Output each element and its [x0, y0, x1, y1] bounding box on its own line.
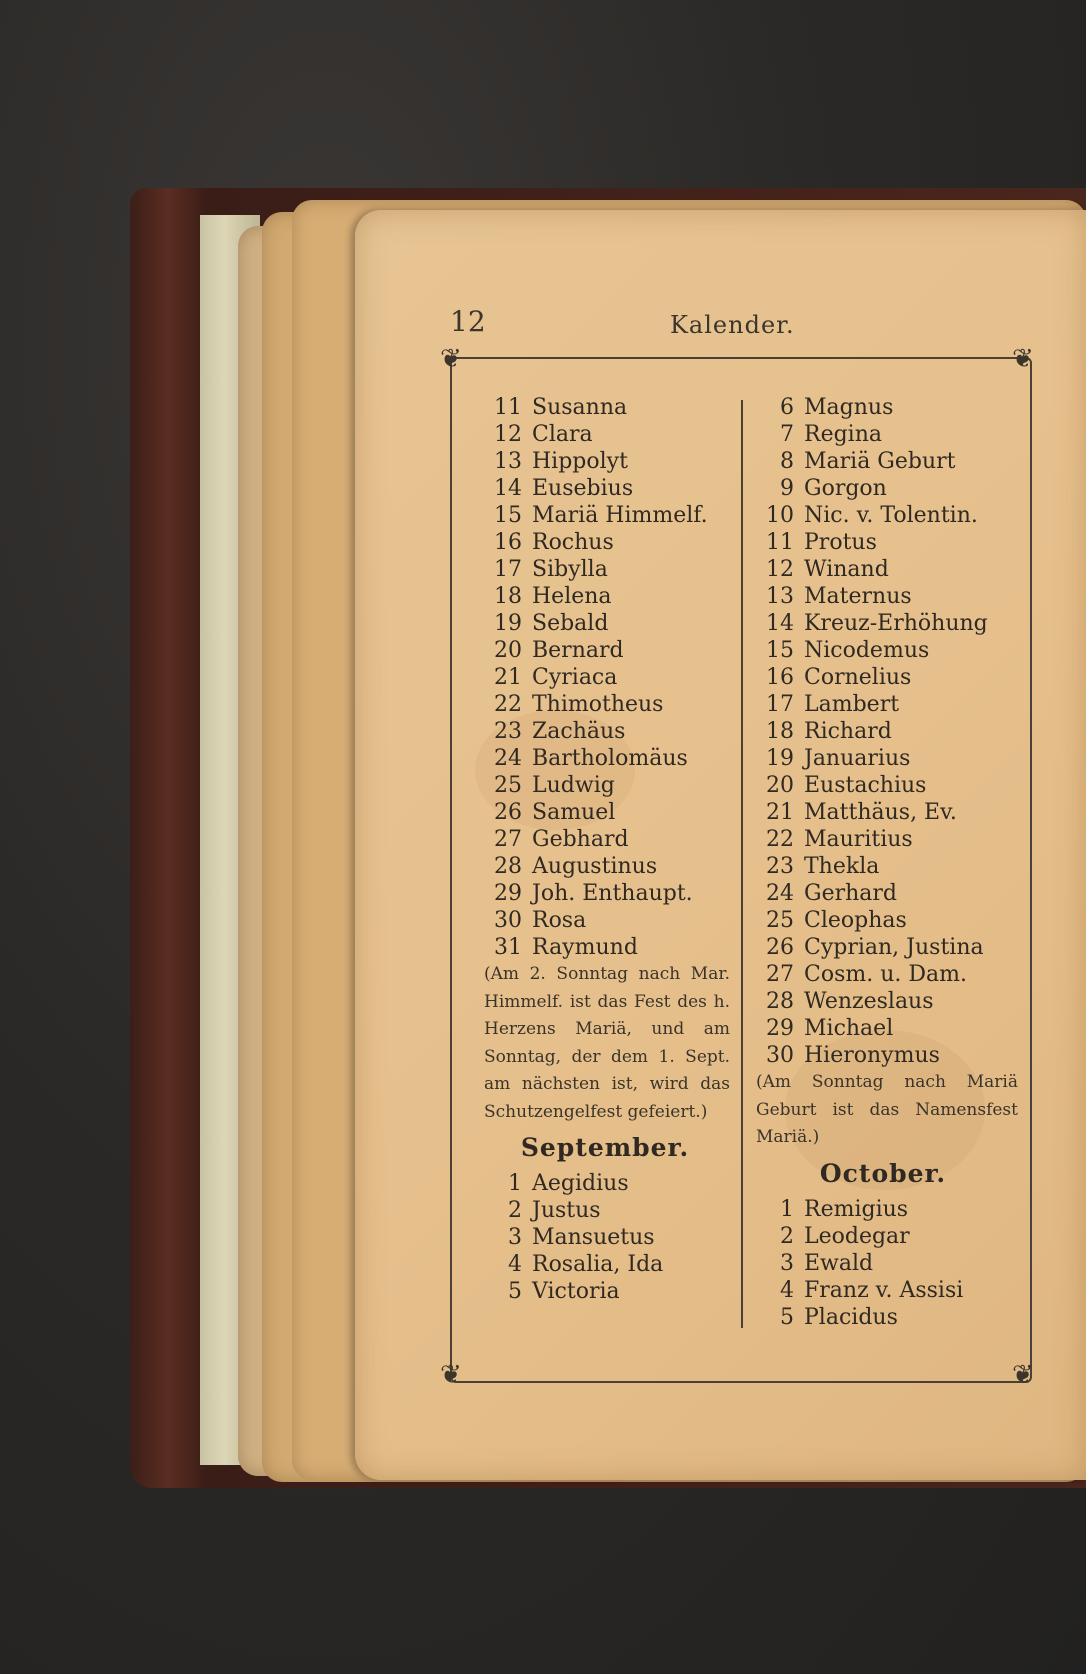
calendar-entry — [752, 1304, 1032, 1331]
calendar-entry — [480, 1278, 740, 1305]
day-number: 12 — [766, 557, 794, 582]
day-number: 7 — [780, 422, 794, 447]
day-number: 2 — [780, 1223, 794, 1249]
saint-name: Ludwig — [532, 773, 615, 798]
day-number: 27 — [494, 827, 522, 852]
calendar-entry — [480, 529, 740, 556]
calendar-entry — [752, 907, 1032, 934]
day-number: 14 — [494, 476, 522, 501]
day-number: 1 — [780, 1196, 794, 1222]
saint-name: Nic. v. Tolentin. — [804, 503, 978, 528]
saint-name: Regina — [804, 422, 882, 447]
page-title: Kalender. — [670, 311, 795, 339]
saint-name: Eustachius — [804, 773, 927, 798]
saint-name: Susanna — [532, 395, 628, 420]
calendar-entry — [752, 448, 1032, 475]
day-number: 29 — [494, 881, 522, 906]
day-number: 18 — [494, 584, 522, 609]
calendar-entry — [752, 1196, 1032, 1223]
calendar-entry — [480, 583, 740, 610]
saint-name: Bernard — [532, 638, 624, 663]
day-number: 30 — [766, 1043, 794, 1068]
calendar-entry — [752, 1250, 1032, 1277]
day-number: 12 — [494, 422, 522, 447]
day-number: 4 — [508, 1252, 522, 1277]
saint-name: Franz v. Assisi — [804, 1277, 964, 1303]
saint-name: Gebhard — [532, 827, 629, 852]
left-calendar-column — [480, 394, 740, 1305]
day-number: 27 — [766, 962, 794, 987]
day-number: 20 — [766, 773, 794, 798]
calendar-entry — [752, 610, 1032, 637]
saint-name: Helena — [532, 584, 612, 609]
calendar-entry — [752, 1277, 1032, 1304]
calendar-entry — [480, 853, 740, 880]
day-number: 17 — [494, 557, 522, 582]
corner-ornament-icon: ❦ — [1012, 1360, 1034, 1390]
calendar-entry — [480, 556, 740, 583]
calendar-entry — [752, 799, 1032, 826]
day-number: 29 — [766, 1016, 794, 1041]
day-number: 13 — [494, 449, 522, 474]
calendar-entry — [752, 826, 1032, 853]
saint-name: Matthäus, Ev. — [804, 800, 957, 825]
day-number: 22 — [766, 827, 794, 852]
day-number: 19 — [494, 611, 522, 636]
day-number: 15 — [766, 638, 794, 663]
day-number: 8 — [780, 449, 794, 474]
saint-name: Cosm. u. Dam. — [804, 962, 967, 987]
saint-name: Clara — [532, 422, 593, 447]
saint-name: Cyriaca — [532, 665, 618, 690]
calendar-entry — [480, 799, 740, 826]
month-heading: October. — [819, 1158, 947, 1188]
day-number: 26 — [766, 935, 794, 960]
calendar-entry — [480, 637, 740, 664]
calendar-entry — [752, 583, 1032, 610]
day-number: 15 — [494, 503, 522, 528]
corner-ornament-icon: ❦ — [440, 344, 462, 374]
calendar-entry — [752, 502, 1032, 529]
calendar-entry — [480, 745, 740, 772]
corner-ornament-icon: ❦ — [440, 1360, 462, 1390]
right-calendar-column — [752, 394, 1032, 1331]
day-number: 3 — [508, 1225, 522, 1250]
calendar-entry — [752, 421, 1032, 448]
day-number: 24 — [766, 881, 794, 906]
day-number: 3 — [780, 1250, 794, 1276]
feast-note: (Am 2. Sonntag nach Mar. Himmelf. ist das Fest des h. Herzens Mariä, und am Sonntag, der dem 1. Sept. am nächsten ist, wird das Schutzengelfest gefeiert.) — [484, 964, 730, 1122]
saint-name: Rosa — [532, 908, 587, 933]
saint-name: Protus — [804, 530, 877, 555]
day-number: 25 — [494, 773, 522, 798]
saint-name: Justus — [532, 1198, 601, 1223]
saint-name: Sibylla — [532, 557, 608, 582]
day-number: 25 — [766, 908, 794, 933]
calendar-entry — [480, 610, 740, 637]
calendar-entry — [752, 1042, 1032, 1069]
saint-name: Mauritius — [804, 827, 913, 852]
calendar-entry — [480, 664, 740, 691]
saint-name: Bartholomäus — [532, 746, 688, 771]
saint-name: Sebald — [532, 611, 609, 636]
saint-name: Michael — [804, 1016, 894, 1041]
calendar-entry — [752, 529, 1032, 556]
calendar-entry — [752, 772, 1032, 799]
day-number: 18 — [766, 719, 794, 744]
calendar-entry — [480, 934, 740, 961]
saint-name: Januarius — [804, 746, 911, 771]
calendar-entry — [480, 475, 740, 502]
day-number: 26 — [494, 800, 522, 825]
saint-name: Magnus — [804, 395, 894, 420]
calendar-entry — [480, 691, 740, 718]
saint-name: Aegidius — [532, 1171, 629, 1196]
saint-name: Rochus — [532, 530, 614, 555]
day-number: 5 — [508, 1279, 522, 1304]
day-number: 4 — [780, 1277, 794, 1303]
calendar-entry — [480, 502, 740, 529]
day-number: 2 — [508, 1198, 522, 1223]
saint-name: Nicodemus — [804, 638, 930, 663]
day-number: 11 — [494, 395, 522, 420]
calendar-entry — [752, 718, 1032, 745]
day-number: 23 — [766, 854, 794, 879]
saint-name: Cleophas — [804, 908, 907, 933]
calendar-entry — [752, 664, 1032, 691]
feast-note: (Am Sonntag nach Mariä Geburt ist das Namensfest Mariä.) — [756, 1072, 1018, 1147]
saint-name: Mariä Himmelf. — [532, 503, 708, 528]
saint-name: Thekla — [804, 854, 880, 879]
saint-name: Remigius — [804, 1196, 909, 1222]
saint-name: Placidus — [804, 1304, 898, 1330]
saint-name: Richard — [804, 719, 892, 744]
day-number: 9 — [780, 476, 794, 501]
day-number: 22 — [494, 692, 522, 717]
saint-name: Kreuz-Erhöhung — [804, 611, 988, 636]
calendar-entry — [752, 556, 1032, 583]
calendar-entry — [480, 907, 740, 934]
saint-name: Cyprian, Justina — [804, 935, 984, 960]
calendar-entry — [752, 988, 1032, 1015]
calendar-entry — [752, 853, 1032, 880]
day-number: 21 — [766, 800, 794, 825]
day-number: 23 — [494, 719, 522, 744]
column-divider — [741, 400, 743, 1328]
saint-name: Hieronymus — [804, 1043, 940, 1068]
day-number: 17 — [766, 692, 794, 717]
calendar-entry — [480, 826, 740, 853]
calendar-entry — [480, 448, 740, 475]
calendar-entry — [480, 1197, 740, 1224]
calendar-entry — [752, 934, 1032, 961]
calendar-entry — [480, 394, 740, 421]
calendar-entry — [480, 718, 740, 745]
saint-name: Hippolyt — [532, 449, 628, 474]
calendar-entry — [752, 1223, 1032, 1250]
saint-name: Cornelius — [804, 665, 912, 690]
saint-name: Zachäus — [532, 719, 626, 744]
saint-name: Gorgon — [804, 476, 887, 501]
calendar-entry — [752, 1015, 1032, 1042]
calendar-entry — [752, 637, 1032, 664]
calendar-entry — [480, 1170, 740, 1197]
calendar-entry — [752, 745, 1032, 772]
corner-ornament-icon: ❦ — [1012, 344, 1034, 374]
day-number: 19 — [766, 746, 794, 771]
day-number: 1 — [508, 1171, 522, 1196]
page-number: 12 — [450, 305, 486, 338]
day-number: 5 — [780, 1304, 794, 1330]
saint-name: Mansuetus — [532, 1225, 655, 1250]
saint-name: Gerhard — [804, 881, 897, 906]
saint-name: Eusebius — [532, 476, 634, 501]
day-number: 20 — [494, 638, 522, 663]
day-number: 21 — [494, 665, 522, 690]
month-heading: September. — [520, 1133, 690, 1162]
saint-name: Raymund — [532, 935, 638, 960]
saint-name: Winand — [804, 557, 889, 582]
calendar-entry — [480, 880, 740, 907]
saint-name: Maternus — [804, 584, 912, 609]
saint-name: Samuel — [532, 800, 616, 825]
day-number: 30 — [494, 908, 522, 933]
calendar-entry — [480, 1224, 740, 1251]
saint-name: Augustinus — [532, 854, 658, 879]
day-number: 13 — [766, 584, 794, 609]
calendar-entry — [480, 1251, 740, 1278]
day-number: 16 — [766, 665, 794, 690]
day-number: 14 — [766, 611, 794, 636]
day-number: 6 — [780, 395, 794, 420]
saint-name: Mariä Geburt — [804, 449, 956, 474]
day-number: 28 — [766, 989, 794, 1014]
saint-name: Rosalia, Ida — [532, 1252, 664, 1277]
day-number: 16 — [494, 530, 522, 555]
saint-name: Wenzeslaus — [804, 989, 934, 1014]
saint-name: Joh. Enthaupt. — [532, 881, 693, 906]
day-number: 24 — [494, 746, 522, 771]
calendar-entry — [752, 880, 1032, 907]
saint-name: Thimotheus — [532, 692, 664, 717]
calendar-entry — [480, 421, 740, 448]
day-number: 10 — [766, 503, 794, 528]
saint-name: Leodegar — [804, 1223, 910, 1249]
day-number: 28 — [494, 854, 522, 879]
calendar-entry — [752, 961, 1032, 988]
calendar-entry — [752, 475, 1032, 502]
calendar-entry — [752, 394, 1032, 421]
calendar-entry — [480, 772, 740, 799]
saint-name: Lambert — [804, 692, 900, 717]
calendar-entry — [752, 691, 1032, 718]
day-number: 11 — [766, 530, 794, 555]
saint-name: Victoria — [532, 1279, 620, 1304]
saint-name: Ewald — [804, 1250, 874, 1276]
day-number: 31 — [494, 935, 522, 960]
